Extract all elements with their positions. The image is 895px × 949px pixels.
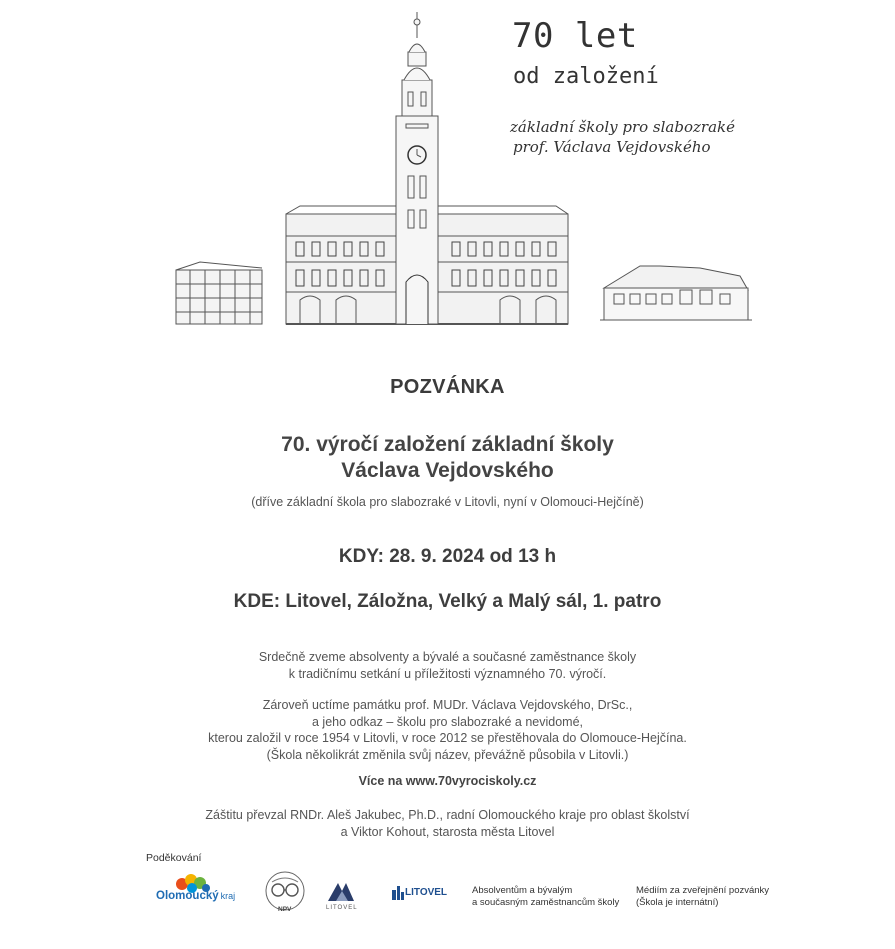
litovel-brand-icon	[392, 886, 404, 900]
note-line: Médiím za zveřejnění pozvánky	[636, 885, 770, 896]
patronage-paragraph	[0, 807, 895, 840]
thanks-label: Poděkování	[146, 852, 202, 864]
paragraph-line: k tradičnímu setkání u příležitosti významného 70. výročí.	[288, 666, 607, 681]
paragraph-line: a jeho odkaz – školu pro slabozraké a nevidomé,	[312, 714, 583, 729]
invitation-paragraph	[0, 649, 895, 682]
invitation-heading: POZVÁNKA	[390, 376, 505, 398]
school-name-line2: prof. Václava Vejdovského	[513, 138, 711, 156]
anniversary-line2: Václava Vejdovského	[341, 459, 554, 482]
npv-logo	[262, 870, 308, 916]
thanks-note-alumni	[472, 885, 619, 909]
paragraph-line: Zároveň uctíme památku prof. MUDr. Václava Vejdovského, DrSc.,	[262, 698, 633, 712]
paragraph-line: kterou založil v roce 1954 v Litovli, v roce 2012 se přestěhovala do Olomouce-Hejčína.	[208, 731, 687, 745]
anniversary-title: 70 let	[512, 16, 638, 56]
kraj-word: kraj	[220, 891, 236, 901]
litovel-town-logo	[326, 879, 366, 915]
left-school-building	[176, 262, 262, 324]
more-info-link[interactable]: Více na www.70vyrociskoly.cz	[358, 774, 537, 788]
school-name-line1: základní školy pro slabozraké	[510, 118, 735, 136]
anniversary-line1: 70. výročí založení základní školy	[281, 433, 614, 456]
town-hall-sketch	[0, 0, 895, 340]
note-line: Absolventům a bývalým	[472, 885, 573, 896]
olomoucky-kraj-wordmark	[156, 890, 235, 902]
anniversary-subtitle: od založení	[513, 64, 659, 89]
paragraph-line: a Viktor Kohout, starosta města Litovel	[340, 824, 555, 839]
formerly-note: (dříve základní škola pro slabozraké v Litovli, nyní v Olomouci-Hejčíně)	[251, 495, 644, 509]
event-when: KDY: 28. 9. 2024 od 13 h	[338, 546, 557, 567]
paragraph-line: Záštitu převzal RNDr. Aleš Jakubec, Ph.D., radní Olomouckého kraje pro oblast školství	[205, 808, 690, 822]
litovel-brand-logo	[392, 884, 452, 904]
paragraph-line: (Škola několikrát změnila svůj název, převážně působila v Litovli.)	[266, 747, 629, 762]
note-line: (Škola je internátní)	[636, 897, 719, 908]
memorial-paragraph	[0, 697, 895, 763]
header-illustration	[0, 0, 895, 340]
litovel-town-caption: LITOVEL	[326, 905, 358, 911]
thanks-note-media	[636, 885, 769, 909]
right-school-building	[600, 266, 752, 320]
litovel-town-emblem-icon	[326, 879, 356, 903]
clock-tower	[396, 12, 438, 324]
olomoucky-kraj-logo	[152, 872, 252, 912]
npv-text: NPV	[278, 906, 292, 913]
event-where: KDE: Litovel, Záložna, Velký a Malý sál, 1. patro	[233, 591, 662, 612]
olomoucky-word: Olomoucký	[156, 890, 219, 902]
note-line: a současným zaměstnancům školy	[472, 897, 620, 908]
paragraph-line: Srdečně zveme absolventy a bývalé a současné zaměstnance školy	[258, 650, 637, 664]
litovel-brand-word: LITOVEL	[405, 887, 448, 898]
